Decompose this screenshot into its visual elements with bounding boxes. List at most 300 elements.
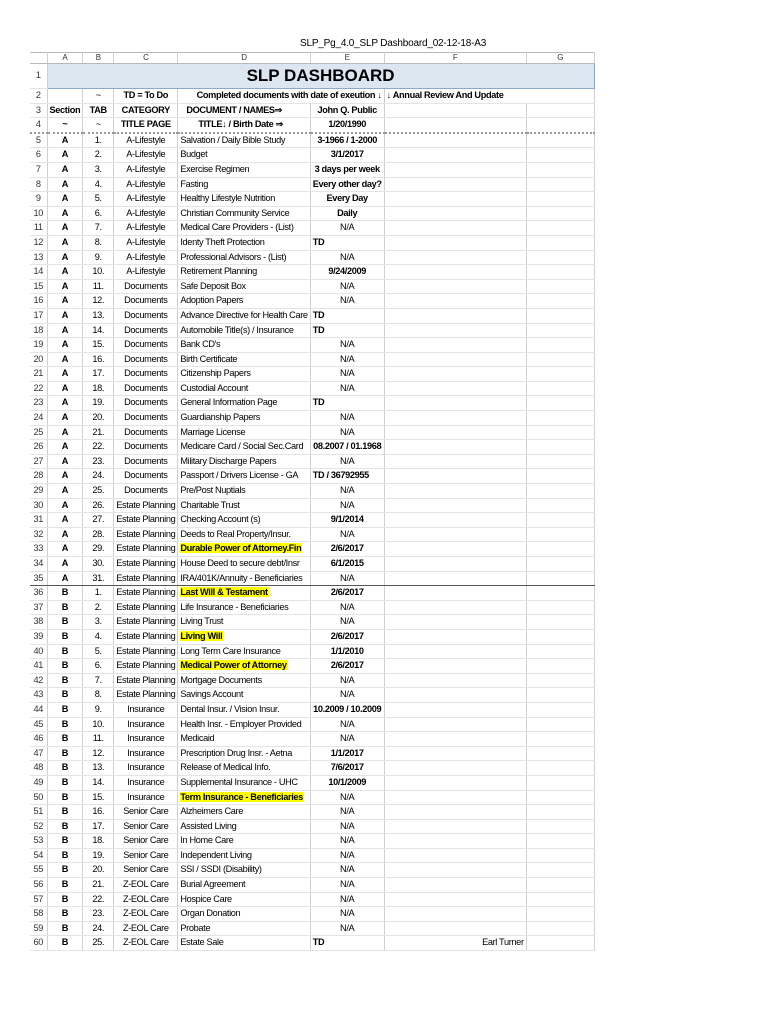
cell-tab[interactable]: ~ [83,89,114,104]
cell-review[interactable] [384,819,526,834]
cell-category[interactable]: Estate Planning [114,688,178,703]
cell[interactable] [526,761,594,776]
cell-document[interactable]: IRA/401K/Annuity - Beneficiaries [178,571,310,586]
cell-category[interactable]: Estate Planning [114,659,178,674]
cell-document[interactable]: Christian Community Service [178,206,310,221]
cell[interactable] [526,352,594,367]
cell-review[interactable] [384,221,526,236]
cell-section[interactable]: A [47,235,83,250]
cell-category[interactable]: A-Lifestyle [114,235,178,250]
cell-document[interactable]: Salvation / Daily Bible Study [178,133,310,148]
cell-section[interactable]: A [47,162,83,177]
row-number[interactable]: 42 [30,673,47,688]
cell-category[interactable]: Insurance [114,746,178,761]
cell-tab[interactable]: 17. [83,819,114,834]
cell-category[interactable]: Documents [114,352,178,367]
row-number[interactable]: 10 [30,206,47,221]
cell[interactable] [526,265,594,280]
row-number[interactable]: 12 [30,235,47,250]
cell-tab[interactable]: 29. [83,542,114,557]
cell-section[interactable]: B [47,644,83,659]
cell-document[interactable]: General Information Page [178,396,310,411]
cell-document[interactable]: Burial Agreement [178,878,310,893]
cell[interactable] [526,629,594,644]
cell-tab[interactable]: 25. [83,936,114,951]
row-number[interactable]: 39 [30,629,47,644]
cell-tab[interactable]: 30. [83,557,114,572]
row-number[interactable]: 24 [30,411,47,426]
cell-status[interactable]: N/A [310,732,384,747]
cell-review[interactable] [384,761,526,776]
cell-tab[interactable]: 17. [83,367,114,382]
cell[interactable] [526,162,594,177]
cell-status[interactable]: TD [310,936,384,951]
cell-tab[interactable]: 24. [83,921,114,936]
cell-status[interactable]: N/A [310,411,384,426]
cell-tab[interactable]: 20. [83,411,114,426]
cell-tab[interactable]: 21. [83,878,114,893]
cell[interactable] [47,89,83,104]
cell-tab[interactable]: 15. [83,338,114,353]
row-number[interactable]: 52 [30,819,47,834]
cell-document[interactable]: Military Discharge Papers [178,454,310,469]
row-number[interactable]: 55 [30,863,47,878]
cell-tab[interactable]: 15. [83,790,114,805]
cell-category[interactable]: Insurance [114,761,178,776]
cell-category[interactable]: A-Lifestyle [114,177,178,192]
cell-document[interactable]: Safe Deposit Box [178,279,310,294]
cell-tab[interactable]: 5. [83,192,114,207]
cell-status[interactable]: TD [310,235,384,250]
cell-section[interactable]: B [47,659,83,674]
cell-status[interactable]: 9/1/2014 [310,513,384,528]
cell-status[interactable]: TD [310,396,384,411]
cell-tab[interactable]: 25. [83,484,114,499]
cell-tab[interactable]: 2. [83,600,114,615]
column-header-g[interactable]: G [526,53,594,64]
cell-section[interactable]: B [47,600,83,615]
cell-document[interactable]: Prescription Drug Insr. - Aetna [178,746,310,761]
cell-status[interactable]: N/A [310,892,384,907]
row-number[interactable]: 57 [30,892,47,907]
cell-category[interactable]: Documents [114,338,178,353]
cell-review[interactable] [384,498,526,513]
cell-review[interactable] [384,235,526,250]
cell[interactable] [526,600,594,615]
cell-category[interactable]: Estate Planning [114,557,178,572]
cell[interactable] [526,411,594,426]
row-number[interactable]: 16 [30,294,47,309]
cell-annual-review[interactable]: ↓ Annual Review And Update [384,89,594,104]
cell-section[interactable]: A [47,396,83,411]
cell-category[interactable]: Documents [114,381,178,396]
cell-category[interactable]: Senior Care [114,863,178,878]
cell-document[interactable]: Passport / Drivers License - GA [178,469,310,484]
cell-category[interactable]: Z-EOL Care [114,878,178,893]
cell-category[interactable]: Documents [114,411,178,426]
cell[interactable] [526,644,594,659]
cell-status[interactable]: N/A [310,527,384,542]
cell-category[interactable]: Estate Planning [114,615,178,630]
cell-category[interactable]: TITLE PAGE [114,118,178,133]
row-number[interactable]: 9 [30,192,47,207]
cell[interactable] [526,206,594,221]
cell-status[interactable]: N/A [310,381,384,396]
row-number[interactable]: 35 [30,571,47,586]
cell[interactable] [526,381,594,396]
row-number[interactable]: 60 [30,936,47,951]
cell-section[interactable]: A [47,469,83,484]
cell-status[interactable]: 3/1/2017 [310,148,384,163]
cell-status[interactable]: N/A [310,717,384,732]
cell-tab[interactable]: 31. [83,571,114,586]
cell-review[interactable] [384,746,526,761]
cell-document[interactable] [178,629,310,644]
cell[interactable] [526,279,594,294]
cell[interactable] [526,177,594,192]
cell-review[interactable] [384,425,526,440]
cell-review[interactable] [384,673,526,688]
row-number[interactable]: 17 [30,308,47,323]
column-header-f[interactable]: F [384,53,526,64]
cell-tab[interactable]: 16. [83,805,114,820]
cell[interactable] [526,936,594,951]
cell-document[interactable]: Dental Insur. / Vision Insur. [178,702,310,717]
cell[interactable] [384,118,526,133]
row-number[interactable]: 59 [30,921,47,936]
cell-section[interactable]: A [47,440,83,455]
header-tab[interactable]: TAB [83,103,114,118]
cell[interactable] [526,702,594,717]
cell-review[interactable] [384,878,526,893]
cell-document[interactable]: Bank CD's [178,338,310,353]
cell-document[interactable]: Independent Living [178,848,310,863]
cell-section[interactable]: B [47,746,83,761]
cell-review[interactable] [384,688,526,703]
cell-category[interactable]: Insurance [114,790,178,805]
cell-status[interactable]: N/A [310,498,384,513]
cell-review[interactable] [384,805,526,820]
cell-status[interactable]: N/A [310,338,384,353]
cell-section[interactable]: B [47,834,83,849]
cell-category[interactable]: Insurance [114,775,178,790]
cell-status[interactable]: N/A [310,571,384,586]
cell-section[interactable]: B [47,878,83,893]
cell-tab[interactable]: 18. [83,381,114,396]
cell-section[interactable]: B [47,761,83,776]
cell-section[interactable]: A [47,177,83,192]
cell-category[interactable]: Estate Planning [114,586,178,601]
cell-category[interactable]: Documents [114,323,178,338]
cell[interactable] [526,367,594,382]
cell-document[interactable]: Adoption Papers [178,294,310,309]
cell-document[interactable]: Medical Care Providers - (List) [178,221,310,236]
cell[interactable] [526,921,594,936]
row-number[interactable]: 13 [30,250,47,265]
row-number[interactable]: 23 [30,396,47,411]
cell-document[interactable]: TITLE↓ / Birth Date ⇒ [178,118,310,133]
cell-document[interactable]: Guardianship Papers [178,411,310,426]
cell-tab[interactable]: 7. [83,673,114,688]
cell-section[interactable]: B [47,702,83,717]
cell-review[interactable] [384,250,526,265]
cell-document[interactable]: Medicare Card / Social Sec.Card [178,440,310,455]
cell-section[interactable]: A [47,557,83,572]
cell-status[interactable]: N/A [310,848,384,863]
row-number[interactable]: 14 [30,265,47,280]
cell-tab[interactable]: 11. [83,279,114,294]
row-number[interactable]: 28 [30,469,47,484]
cell-section[interactable]: A [47,513,83,528]
cell[interactable] [526,732,594,747]
row-number[interactable]: 48 [30,761,47,776]
cell-document[interactable]: Exercise Regimen [178,162,310,177]
row-number[interactable]: 4 [30,118,47,133]
cell-review[interactable] [384,381,526,396]
cell-review[interactable] [384,162,526,177]
cell-category[interactable]: Estate Planning [114,644,178,659]
cell-status[interactable]: N/A [310,878,384,893]
row-number[interactable]: 26 [30,440,47,455]
cell-status[interactable]: 10/1/2009 [310,775,384,790]
cell-category[interactable]: Senior Care [114,848,178,863]
cell-status[interactable]: N/A [310,484,384,499]
cell-category[interactable]: Estate Planning [114,571,178,586]
cell-category[interactable]: Documents [114,294,178,309]
cell-review[interactable] [384,921,526,936]
row-number[interactable]: 30 [30,498,47,513]
cell[interactable] [526,440,594,455]
cell-status[interactable]: 3 days per week [310,162,384,177]
cell-review[interactable] [384,192,526,207]
row-number[interactable]: 1 [30,64,47,89]
cell-review[interactable] [384,513,526,528]
cell-category[interactable]: Documents [114,454,178,469]
cell-document[interactable] [178,586,310,601]
cell-section[interactable]: A [47,571,83,586]
cell-section[interactable]: A [47,192,83,207]
header-document[interactable]: DOCUMENT / NAMES⇒ [178,103,310,118]
row-number[interactable]: 40 [30,644,47,659]
cell-status[interactable]: TD / 36792955 [310,469,384,484]
cell-document[interactable]: Mortgage Documents [178,673,310,688]
cell-section[interactable]: B [47,921,83,936]
row-number[interactable]: 5 [30,133,47,148]
cell-tab[interactable]: 19. [83,396,114,411]
cell-category[interactable]: Estate Planning [114,527,178,542]
cell-tab[interactable]: 11. [83,732,114,747]
cell-review[interactable] [384,396,526,411]
cell-category[interactable]: Documents [114,308,178,323]
cell-review[interactable] [384,542,526,557]
row-number[interactable]: 51 [30,805,47,820]
cell-review[interactable] [384,206,526,221]
cell-document[interactable]: Release of Medical Info. [178,761,310,776]
cell-review[interactable] [384,484,526,499]
cell-document[interactable]: Professional Advisors - (List) [178,250,310,265]
cell-section[interactable]: B [47,615,83,630]
row-number[interactable]: 34 [30,557,47,572]
cell-tab[interactable]: 12. [83,294,114,309]
cell-tab[interactable]: 9. [83,250,114,265]
column-header-e[interactable]: E [310,53,384,64]
cell-section[interactable]: A [47,454,83,469]
cell-document[interactable]: Charitable Trust [178,498,310,513]
cell-review[interactable] [384,338,526,353]
cell-document[interactable]: Supplemental Insurance - UHC [178,775,310,790]
cell-tab[interactable]: 3. [83,162,114,177]
cell-section[interactable]: A [47,527,83,542]
cell-section[interactable]: B [47,717,83,732]
cell-category[interactable]: Z-EOL Care [114,892,178,907]
row-number[interactable]: 2 [30,89,47,104]
cell-review[interactable] [384,352,526,367]
cell-tab[interactable]: 9. [83,702,114,717]
cell-tab[interactable]: 13. [83,308,114,323]
cell-review[interactable] [384,586,526,601]
cell-category[interactable]: Documents [114,367,178,382]
cell-review[interactable] [384,148,526,163]
row-number[interactable]: 36 [30,586,47,601]
cell-review[interactable] [384,527,526,542]
cell-category[interactable]: Documents [114,425,178,440]
cell-section[interactable]: B [47,805,83,820]
cell-tab[interactable]: 19. [83,848,114,863]
row-number[interactable]: 25 [30,425,47,440]
cell-category[interactable]: Estate Planning [114,629,178,644]
cell[interactable] [384,103,526,118]
cell-tab[interactable]: 22. [83,440,114,455]
cell-tab[interactable]: 4. [83,177,114,192]
column-header-a[interactable]: A [47,53,83,64]
cell-document[interactable]: Automobile Title(s) / Insurance [178,323,310,338]
cell-document[interactable] [178,542,310,557]
row-number[interactable]: 44 [30,702,47,717]
cell-status[interactable]: N/A [310,425,384,440]
cell[interactable] [526,892,594,907]
cell-category[interactable]: Documents [114,484,178,499]
cell-review[interactable] [384,615,526,630]
cell-document[interactable]: Healthy Lifestyle Nutrition [178,192,310,207]
cell-legend-todo[interactable]: TD = To Do [114,89,178,104]
cell-tab[interactable]: 26. [83,498,114,513]
cell[interactable] [526,148,594,163]
cell-section[interactable]: B [47,819,83,834]
cell-tab[interactable]: 1. [83,586,114,601]
cell-review[interactable] [384,775,526,790]
row-number[interactable]: 20 [30,352,47,367]
cell-category[interactable]: Estate Planning [114,498,178,513]
cell-status[interactable]: TD [310,323,384,338]
cell-document[interactable] [178,659,310,674]
cell-category[interactable]: Insurance [114,732,178,747]
cell-category[interactable]: Z-EOL Care [114,921,178,936]
row-number[interactable]: 29 [30,484,47,499]
cell-review[interactable] [384,411,526,426]
row-number[interactable]: 58 [30,907,47,922]
cell-section[interactable]: B [47,586,83,601]
cell-section[interactable]: B [47,848,83,863]
cell-tab[interactable]: 13. [83,761,114,776]
cell-document[interactable]: Estate Sale [178,936,310,951]
cell-document[interactable]: Budget [178,148,310,163]
cell-birth-date[interactable]: 1/20/1990 [310,118,384,133]
cell[interactable] [526,746,594,761]
cell-tab[interactable]: 4. [83,629,114,644]
cell-status[interactable]: 10.2009 / 10.2009 [310,702,384,717]
cell-document[interactable]: SSI / SSDI (Disability) [178,863,310,878]
cell-category[interactable]: Senior Care [114,834,178,849]
cell-review[interactable] [384,629,526,644]
cell-section[interactable]: A [47,250,83,265]
cell-status[interactable]: N/A [310,352,384,367]
cell-review[interactable] [384,732,526,747]
row-number[interactable]: 33 [30,542,47,557]
row-number[interactable]: 27 [30,454,47,469]
cell-document[interactable]: Deeds to Real Property/Insur. [178,527,310,542]
cell-section[interactable]: A [47,294,83,309]
row-number[interactable]: 47 [30,746,47,761]
cell[interactable] [526,659,594,674]
cell-review[interactable] [384,717,526,732]
cell-status[interactable]: 2/6/2017 [310,542,384,557]
cell-document[interactable]: Fasting [178,177,310,192]
cell[interactable] [526,542,594,557]
cell-status[interactable]: N/A [310,454,384,469]
cell-tab[interactable]: 20. [83,863,114,878]
row-number[interactable]: 46 [30,732,47,747]
cell-section[interactable]: A [47,323,83,338]
cell-review[interactable] [384,907,526,922]
cell-category[interactable]: A-Lifestyle [114,250,178,265]
cell-tab[interactable]: 23. [83,907,114,922]
cell-tab[interactable]: 8. [83,688,114,703]
cell-status[interactable]: N/A [310,921,384,936]
cell-status[interactable]: 08.2007 / 01.1968 [310,440,384,455]
cell-section[interactable]: A [47,308,83,323]
cell-document[interactable]: Marriage License [178,425,310,440]
cell-tab[interactable]: 10. [83,717,114,732]
header-category[interactable]: CATEGORY [114,103,178,118]
cell-tab[interactable]: 6. [83,206,114,221]
cell-status[interactable]: N/A [310,805,384,820]
cell[interactable] [526,819,594,834]
cell[interactable] [526,469,594,484]
cell-section[interactable]: A [47,352,83,367]
cell[interactable] [526,396,594,411]
cell-category[interactable]: A-Lifestyle [114,206,178,221]
cell-status[interactable]: N/A [310,250,384,265]
row-number[interactable]: 7 [30,162,47,177]
cell-status[interactable]: N/A [310,834,384,849]
cell[interactable] [526,717,594,732]
cell-category[interactable]: Documents [114,396,178,411]
cell-status[interactable]: N/A [310,907,384,922]
cell-category[interactable]: Insurance [114,702,178,717]
cell-section[interactable]: A [47,425,83,440]
cell[interactable] [526,863,594,878]
cell-tab[interactable]: 10. [83,265,114,280]
cell-section[interactable]: A [47,133,83,148]
cell-tab[interactable]: 1. [83,133,114,148]
cell-review[interactable] [384,659,526,674]
cell-document[interactable]: House Deed to secure debt/Insr [178,557,310,572]
cell[interactable] [526,615,594,630]
cell-section[interactable]: B [47,907,83,922]
cell[interactable] [526,118,594,133]
cell[interactable] [526,790,594,805]
cell-status[interactable]: N/A [310,863,384,878]
